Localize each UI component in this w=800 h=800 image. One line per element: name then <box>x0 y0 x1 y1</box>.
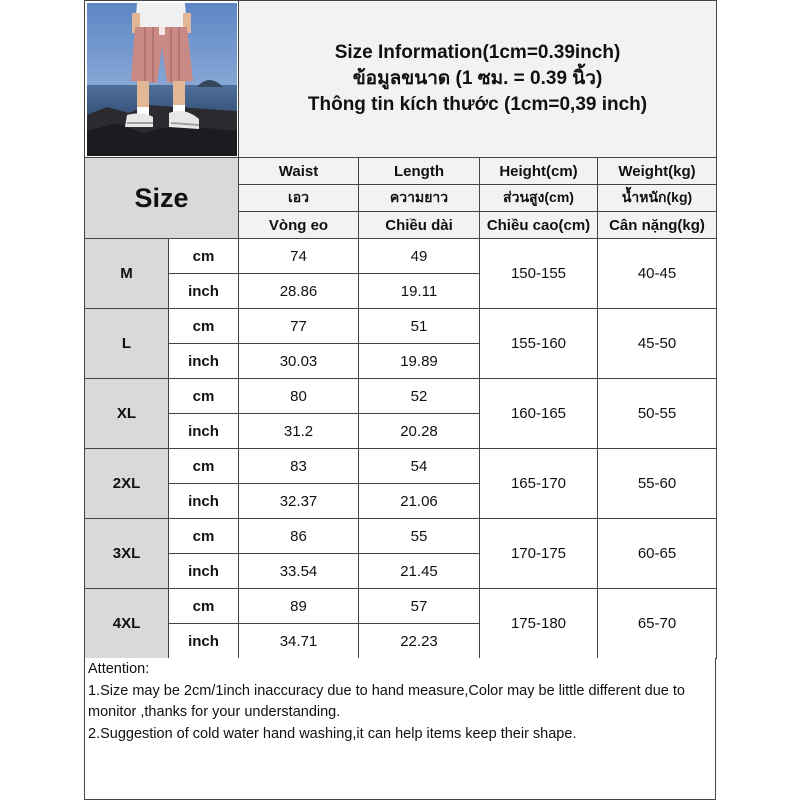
attention-note-2: 2.Suggestion of cold water hand washing,it can help items keep their shape. <box>88 725 577 742</box>
length-inch-value: 19.89 <box>359 344 480 379</box>
weight-range-value: 40-45 <box>598 239 717 309</box>
waist-cm-value: 83 <box>239 449 359 484</box>
size-row-m-cm <box>85 239 717 274</box>
length-cm-value: 57 <box>359 589 480 624</box>
unit-label-inch: inch <box>169 484 239 519</box>
col-header-waist-vi: Vòng eo <box>239 212 359 239</box>
size-row-l-cm <box>85 309 717 344</box>
col-header-length-vi: Chiều dài <box>359 212 480 239</box>
length-cm-value: 51 <box>359 309 480 344</box>
length-cm-value: 49 <box>359 239 480 274</box>
weight-range-value: 60-65 <box>598 519 717 589</box>
waist-inch-value: 28.86 <box>239 274 359 309</box>
weight-range-value: 65-70 <box>598 589 717 659</box>
weight-range-value: 55-60 <box>598 449 717 519</box>
unit-label-inch: inch <box>169 624 239 659</box>
size-label: 4XL <box>85 589 169 659</box>
col-header-height: Height(cm) <box>480 158 598 185</box>
col-header-weight-vi: Cân nặng(kg) <box>598 212 717 239</box>
col-header-length: Length <box>359 158 480 185</box>
length-inch-value: 21.45 <box>359 554 480 589</box>
title-vietnamese: Thông tin kích thước (1cm=0,39 inch) <box>307 94 648 115</box>
length-cm-value: 54 <box>359 449 480 484</box>
unit-label-cm: cm <box>169 449 239 484</box>
size-column-header: Size <box>85 158 239 239</box>
product-photo-cell <box>85 1 239 158</box>
size-label: XL <box>85 379 169 449</box>
size-chart <box>84 0 716 800</box>
weight-range-value: 45-50 <box>598 309 717 379</box>
size-row-2xl-cm <box>85 449 717 484</box>
length-inch-value: 19.11 <box>359 274 480 309</box>
height-range-value: 175-180 <box>480 589 598 659</box>
unit-label-inch: inch <box>169 274 239 309</box>
waist-cm-value: 77 <box>239 309 359 344</box>
title-thai: ข้อมูลขนาด (1 ซม. = 0.39 นิ้ว) <box>352 68 603 89</box>
waist-cm-value: 89 <box>239 589 359 624</box>
height-range-value: 160-165 <box>480 379 598 449</box>
unit-label-inch: inch <box>169 414 239 449</box>
length-inch-value: 20.28 <box>359 414 480 449</box>
waist-cm-value: 74 <box>239 239 359 274</box>
attention-note-1: 1.Size may be 2cm/1inch inaccuracy due to hand measure,Color may be little different due to monitor ,thanks for your understanding. <box>88 682 685 720</box>
length-inch-value: 21.06 <box>359 484 480 519</box>
size-row-3xl-cm <box>85 519 717 554</box>
waist-inch-value: 31.2 <box>239 414 359 449</box>
waist-inch-value: 30.03 <box>239 344 359 379</box>
unit-label-cm: cm <box>169 379 239 414</box>
size-row-4xl-cm <box>85 589 717 624</box>
col-header-waist: Waist <box>239 158 359 185</box>
length-cm-value: 55 <box>359 519 480 554</box>
attention-notes <box>84 658 716 800</box>
attention-heading: Attention: <box>88 661 150 677</box>
size-table <box>84 0 717 659</box>
waist-cm-value: 86 <box>239 519 359 554</box>
unit-label-cm: cm <box>169 519 239 554</box>
weight-range-value: 50-55 <box>598 379 717 449</box>
length-cm-value: 52 <box>359 379 480 414</box>
waist-cm-value: 80 <box>239 379 359 414</box>
unit-label-inch: inch <box>169 554 239 589</box>
height-range-value: 165-170 <box>480 449 598 519</box>
col-header-weight: Weight(kg) <box>598 158 717 185</box>
size-label: M <box>85 239 169 309</box>
unit-label-cm: cm <box>169 309 239 344</box>
unit-label-inch: inch <box>169 344 239 379</box>
size-label: L <box>85 309 169 379</box>
unit-label-cm: cm <box>169 239 239 274</box>
waist-inch-value: 32.37 <box>239 484 359 519</box>
waist-inch-value: 34.71 <box>239 624 359 659</box>
height-range-value: 170-175 <box>480 519 598 589</box>
size-label: 3XL <box>85 519 169 589</box>
unit-label-cm: cm <box>169 589 239 624</box>
col-header-length-thai: ความยาว <box>359 185 480 212</box>
col-header-waist-thai: เอว <box>239 185 359 212</box>
product-photo <box>87 3 237 156</box>
col-header-height-vi: Chiều cao(cm) <box>480 212 598 239</box>
size-label: 2XL <box>85 449 169 519</box>
waist-inch-value: 33.54 <box>239 554 359 589</box>
col-header-height-thai: ส่วนสูง(cm) <box>480 185 598 212</box>
height-range-value: 150-155 <box>480 239 598 309</box>
height-range-value: 155-160 <box>480 309 598 379</box>
title-block <box>239 1 717 158</box>
title-english: Size Information(1cm=0.39inch) <box>334 42 621 63</box>
size-row-xl-cm <box>85 379 717 414</box>
length-inch-value: 22.23 <box>359 624 480 659</box>
col-header-weight-thai: น้ำหนัก(kg) <box>598 185 717 212</box>
